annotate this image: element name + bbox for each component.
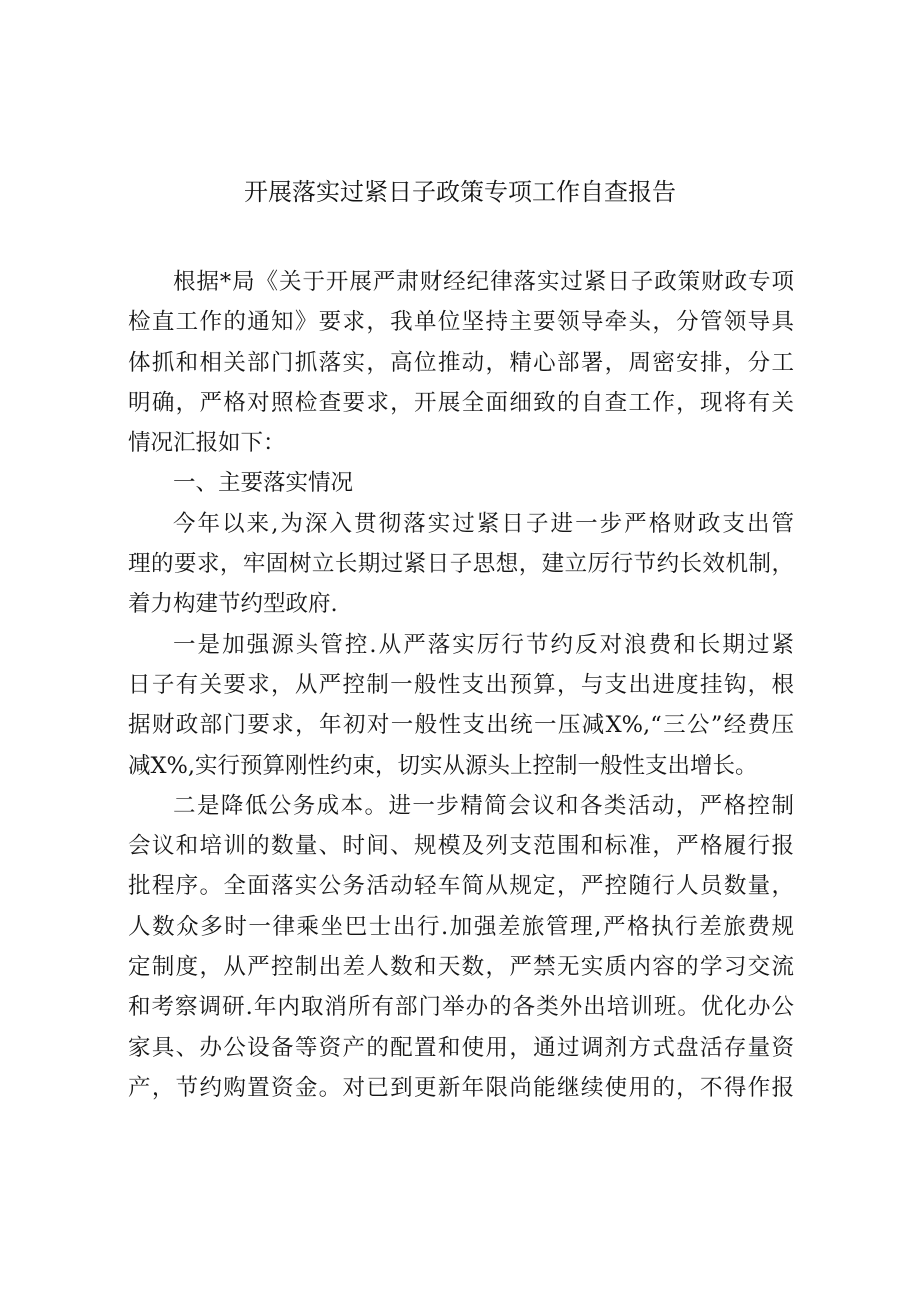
paragraph-intro <box>128 262 794 463</box>
paragraph-line: 明确，严格对照检查要求，开展全面细致的自查工作，现将有关 <box>128 389 794 416</box>
paragraph-line: 家具、办公设备等资产的配置和使用，通过调剂方式盘活存量资 <box>128 1034 794 1061</box>
paragraph-source-control <box>128 625 794 786</box>
paragraph-line: 体抓和相关部门抓落实，高位推动，精心部署，周密安排，分工 <box>128 349 794 376</box>
paragraph-overview <box>128 504 794 625</box>
paragraph-line: 情况汇报如下： <box>128 430 286 457</box>
document-body <box>128 262 794 1108</box>
paragraph-line: 人数众多时一律乘坐巴士出行.加强差旅管理,严格执行差旅费规 <box>128 913 794 940</box>
paragraph-line: 一是加强源头管控.从严落实厉行节约反对浪费和长期过紧 <box>173 631 794 658</box>
paragraph-line: 定制度，从严控制出差人数和天数，严禁无实质内容的学习交流 <box>128 954 794 981</box>
paragraph-line: 根据*局《关于开展严肃财经纪律落实过紧日子政策财政专项 <box>173 269 794 295</box>
section-heading: 一、主要落实情况 <box>173 470 354 497</box>
paragraph-line: 着力构建节约型政府. <box>128 591 338 618</box>
paragraph-line: 减X%,实行预算刚性约束，切实从源头上控制一般性支出增长。 <box>128 752 758 779</box>
paragraph-line: 批程序。全面落实公务活动轻车简从规定，严控随行人员数量， <box>128 873 794 900</box>
paragraph-line: 据财政部门要求，年初对一般性支出统一压减X%,“三公”经费压 <box>128 712 794 739</box>
document-title: 开展落实过紧日子政策专项工作自查报告 <box>244 178 676 206</box>
paragraph-line: 产，节约购置资金。对已到更新年限尚能继续使用的，不得作报 <box>128 1074 794 1101</box>
paragraph-line: 二是降低公务成本。进一步精简会议和各类活动，严格控制 <box>173 792 794 819</box>
paragraph-reduce-costs <box>128 786 794 1108</box>
paragraph-line: 和考察调研.年内取消所有部门举办的各类外出培训班。优化办公 <box>128 994 794 1021</box>
paragraph-line: 日子有关要求，从严控制一般性支出预算，与支出进度挂钩，根 <box>128 671 794 698</box>
paragraph-line: 理的要求，牢固树立长期过紧日子思想，建立厉行节约长效机制， <box>128 551 794 578</box>
paragraph-line: 今年以来,为深入贯彻落实过紧日子进一步严格财政支出管 <box>173 510 794 537</box>
paragraph-line: 会议和培训的数量、时间、规模及列支范围和标准，严格履行报 <box>128 833 794 860</box>
paragraph-line: 检直工作的通知》要求，我单位坚持主要领导牵头，分管领导具 <box>128 309 794 336</box>
